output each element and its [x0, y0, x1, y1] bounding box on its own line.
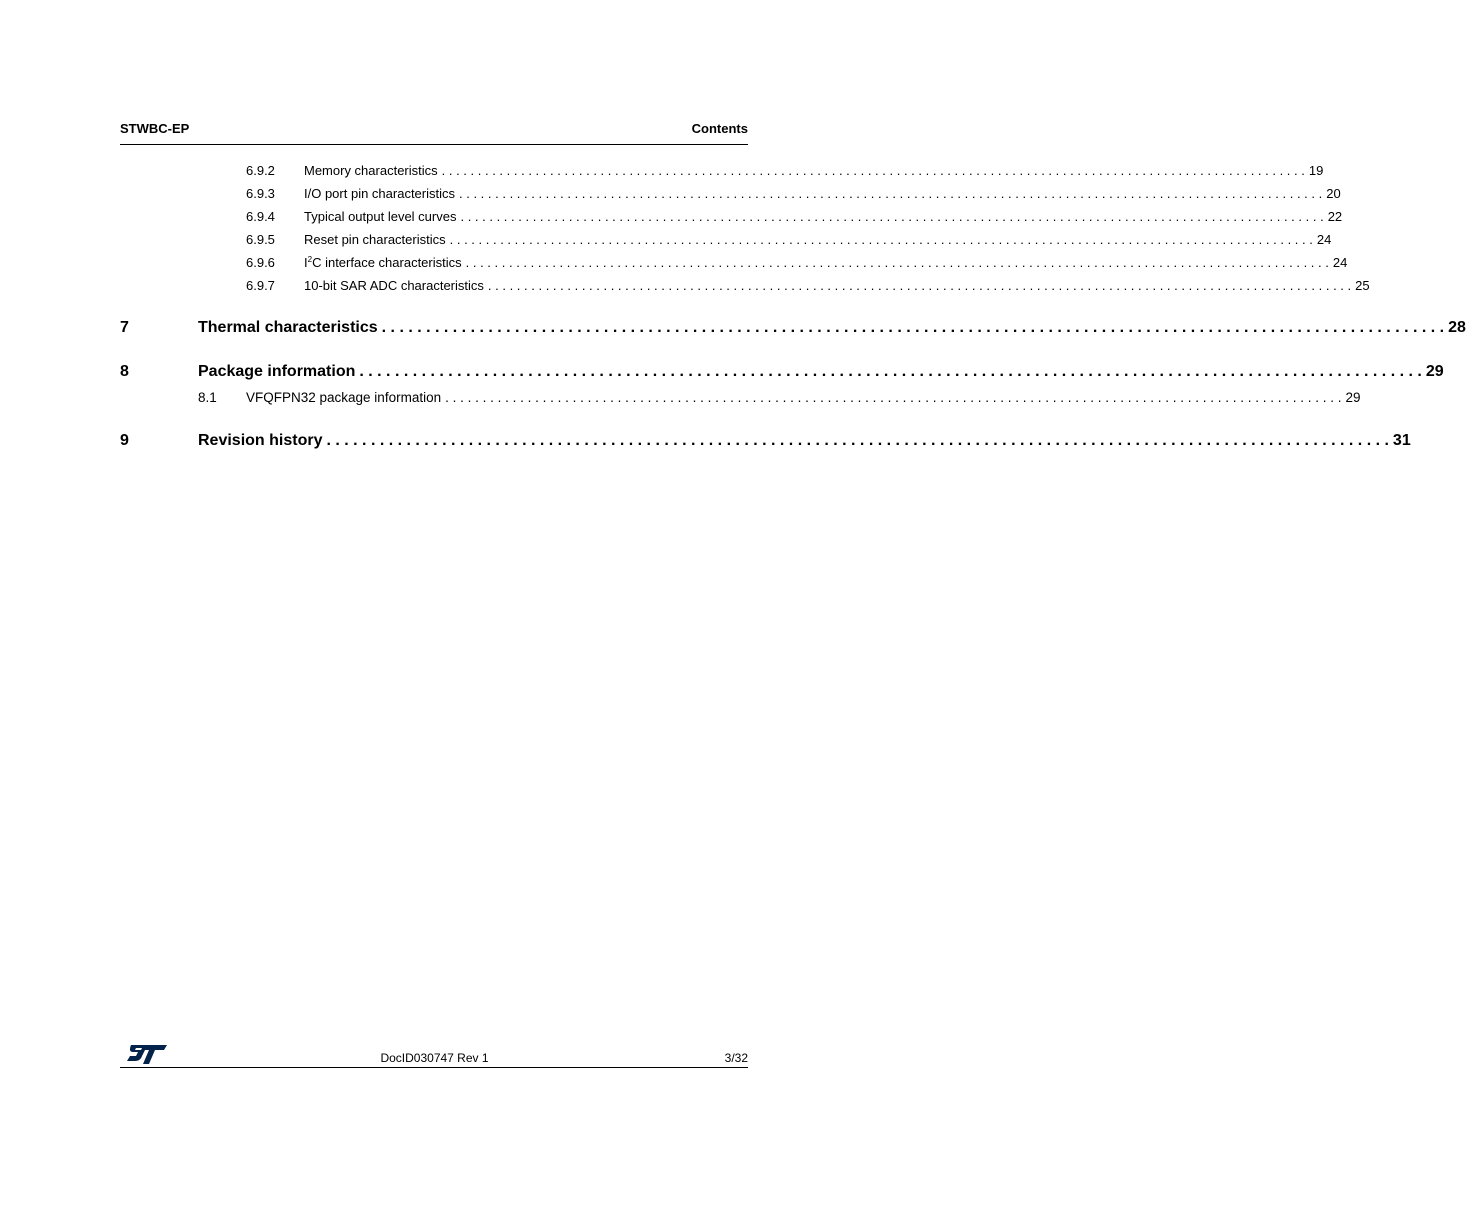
page-header [120, 120, 748, 145]
toc-page: 31 [1392, 432, 1411, 449]
toc-title: Reset pin characteristics [304, 232, 446, 247]
toc-title: Revision history [198, 432, 323, 449]
toc-page: 29 [1425, 363, 1444, 380]
toc-page: 24 [1332, 255, 1348, 270]
toc-title: Memory characteristics [304, 163, 438, 178]
toc-page: 29 [1345, 390, 1361, 405]
toc-page: 19 [1308, 163, 1324, 178]
toc-title: I/O port pin characteristics [304, 186, 455, 201]
toc-chapter[interactable] [120, 319, 1466, 339]
toc-page: 28 [1448, 319, 1466, 336]
toc-title: Thermal characteristics [198, 319, 378, 336]
toc-number: 6.9.3 [246, 186, 275, 201]
toc-page: 22 [1327, 209, 1343, 224]
toc-number: 6.9.7 [246, 278, 275, 293]
dot-leader: . . . . . . . . . . . . . . . . . . . . . . . . . . . . . . . . . . . . . . . . . . . . . . . . . . . . . . . . . . . . . . . . . . . . . . . . . . . . . . . . . . . . . . . . . . . . . . . . . . . . . . . . . . . . . . . . . . . . . . . . [359, 363, 1422, 380]
document-id: DocID030747 Rev 1 [380, 1051, 489, 1065]
dot-leader: . . . . . . . . . . . . . . . . . . . . . . . . . . . . . . . . . . . . . . . . . . . . . . . . . . . . . . . . . . . . . . . . . . . . . . . . . . . . . . . . . . . . . . . . . . . . . . . . . . . . . . . . . . . . . . . . . . . . . . . . [465, 255, 1329, 270]
dot-leader: . . . . . . . . . . . . . . . . . . . . . . . . . . . . . . . . . . . . . . . . . . . . . . . . . . . . . . . . . . . . . . . . . . . . . . . . . . . . . . . . . . . . . . . . . . . . . . . . . . . . . . . . . . . . . . . . . . . . . . . . [449, 232, 1313, 247]
page-number: 3/32 [724, 1051, 748, 1065]
toc-entry[interactable] [120, 255, 1348, 275]
toc-title: 10-bit SAR ADC characteristics [304, 278, 484, 293]
toc-title: VFQFPN32 package information [246, 390, 442, 405]
toc-title: Typical output level curves [304, 209, 457, 224]
toc-page: 20 [1326, 186, 1341, 201]
toc-number: 7 [120, 319, 129, 336]
toc-title: $I^2C$ interface characteristics [304, 255, 462, 270]
dot-leader: . . . . . . . . . . . . . . . . . . . . . . . . . . . . . . . . . . . . . . . . . . . . . . . . . . . . . . . . . . . . . . . . . . . . . . . . . . . . . . . . . . . . . . . . . . . . . . . . . . . . . . . . . . . . . . . . . . . . . . . . [487, 278, 1352, 293]
toc-number: 6.9.4 [246, 209, 275, 224]
section-title: Contents [691, 121, 748, 136]
document-title: STWBC-EP [120, 121, 190, 136]
dot-leader: . . . . . . . . . . . . . . . . . . . . . . . . . . . . . . . . . . . . . . . . . . . . . . . . . . . . . . . . . . . . . . . . . . . . . . . . . . . . . . . . . . . . . . . . . . . . . . . . . . . . . . . . . . . . . . . . . . . . . . . . [459, 186, 1323, 201]
toc-entry[interactable] [120, 163, 1324, 183]
toc-page: 25 [1355, 278, 1370, 293]
toc-number: 6.9.5 [246, 232, 275, 247]
toc-page: 24 [1316, 232, 1332, 247]
dot-leader: . . . . . . . . . . . . . . . . . . . . . . . . . . . . . . . . . . . . . . . . . . . . . . . . . . . . . . . . . . . . . . . . . . . . . . . . . . . . . . . . . . . . . . . . . . . . . . . . . . . . . . . . . . . . . . . . . . . . . . . . [460, 209, 1324, 224]
toc-number: 8.1 [198, 390, 217, 405]
toc-entry[interactable] [120, 186, 1341, 206]
toc-title: Package information [198, 363, 356, 380]
toc-number: 8 [120, 363, 129, 380]
dot-leader: . . . . . . . . . . . . . . . . . . . . . . . . . . . . . . . . . . . . . . . . . . . . . . . . . . . . . . . . . . . . . . . . . . . . . . . . . . . . . . . . . . . . . . . . . . . . . . . . . . . . . . . . . . . . . . . . . . . . . . . . [381, 319, 1445, 336]
toc-number: 9 [120, 432, 129, 449]
toc-entry[interactable] [120, 232, 1332, 252]
toc-entry[interactable] [120, 390, 1361, 410]
footer-rule [120, 1067, 748, 1068]
toc-number: 6.9.2 [246, 163, 275, 178]
toc-entry[interactable] [120, 278, 1370, 298]
toc-number: 6.9.6 [246, 255, 275, 270]
toc-chapter[interactable] [120, 363, 1444, 383]
toc-chapter[interactable] [120, 432, 1411, 452]
dot-leader: . . . . . . . . . . . . . . . . . . . . . . . . . . . . . . . . . . . . . . . . . . . . . . . . . . . . . . . . . . . . . . . . . . . . . . . . . . . . . . . . . . . . . . . . . . . . . . . . . . . . . . . . . . . . . . . . . . . . . . . . [445, 390, 1342, 405]
dot-leader: . . . . . . . . . . . . . . . . . . . . . . . . . . . . . . . . . . . . . . . . . . . . . . . . . . . . . . . . . . . . . . . . . . . . . . . . . . . . . . . . . . . . . . . . . . . . . . . . . . . . . . . . . . . . . . . . . . . . . . . . [441, 163, 1305, 178]
dot-leader: . . . . . . . . . . . . . . . . . . . . . . . . . . . . . . . . . . . . . . . . . . . . . . . . . . . . . . . . . . . . . . . . . . . . . . . . . . . . . . . . . . . . . . . . . . . . . . . . . . . . . . . . . . . . . . . . . . . . . . . . [326, 432, 1389, 449]
toc-entry[interactable] [120, 209, 1343, 229]
